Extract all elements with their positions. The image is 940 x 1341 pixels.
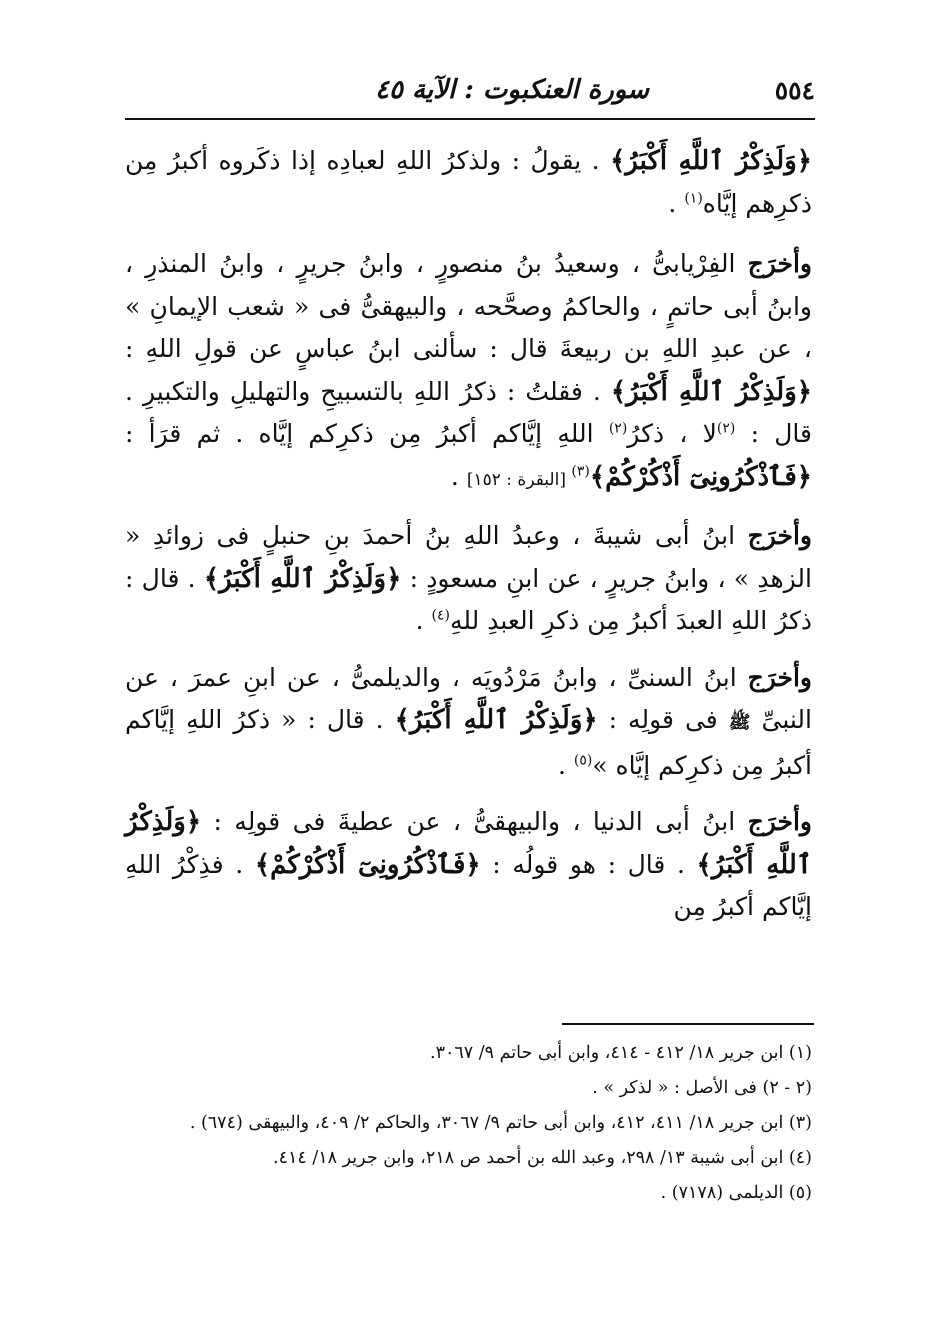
main-text (125, 140, 812, 943)
paragraph-text: فى قولِه : (597, 705, 729, 734)
quran-verse: ﴿وَلَذِكْرُ ٱللَّهِ أَكْبَرُ﴾ (394, 705, 598, 735)
page-number: ٥٥٤ (774, 75, 815, 105)
paragraph-text: . فقلتُ : ذكرُ اللهِ بالتسبيحِ والتهليلِ والتكبيرِ . قال : (125, 376, 812, 448)
footnote-ref: (٤) (431, 607, 450, 624)
paragraph-text: لا ، ذكرُ (627, 419, 717, 448)
quran-verse: ﴿وَلَذِكْرُ ٱللَّهِ أَكْبَرُ﴾ (125, 807, 812, 880)
running-title: سورة العنكبوت : الآية ٤٥ (375, 75, 650, 105)
quran-verse: ﴿وَلَذِكْرُ ٱللَّهِ أَكْبَرُ﴾ (610, 146, 812, 176)
paragraph-lead: وأخرَج (747, 521, 812, 550)
footnote: (١) ابن جرير ١٨/ ٤١٢ - ٤١٤، وابن أبى حاتم ٩/ ٣٠٦٧. (430, 1043, 812, 1063)
footnotes (125, 1036, 812, 1211)
paragraph-1 (125, 140, 812, 225)
quran-verse: ﴿وَلَذِكْرُ ٱللَّهِ أَكْبَرُ﴾ (610, 376, 813, 407)
footnote-ref: (٢) (608, 420, 628, 437)
footnote-ref: (٢) (716, 420, 736, 437)
paragraph-lead: وأخرَج (747, 249, 812, 278)
quran-verse: ﴿فَٱذْكُرُونِىٓ أَذْكُرْكُمْ﴾ (589, 461, 812, 492)
quran-reference: [البقرة : ١٥٢] (466, 469, 572, 490)
paragraph-text: الفِرْيابىُّ ، وسعيدُ بنُ منصورٍ ، وابنُ جريرٍ ، وابنُ المنذرِ ، وابنُ أبى حاتمٍ ، والحاكمُ وصحَّحه ، والبيهقىُّ فى « شعب الإيمانِ » ، عن عبدِ اللهِ بن ربيعةَ قال : سألنى ابنُ عباسٍ عن قولِ اللهِ : (125, 249, 812, 363)
footnote-ref: (٣) (571, 463, 590, 480)
paragraph-text: . (668, 188, 685, 218)
quran-verse: ﴿فَٱذْكُرُونِىٓ أَذْكُرْكُمْ﴾ (254, 849, 481, 880)
paragraph-text: . فذِكْرُ اللهِ إيَّاكم أكبرُ مِن (125, 849, 812, 921)
paragraph-text: اللهِ إيَّاكم أكبرُ مِن ذكرِكم إيَّاه . ثم قرَأ : (125, 419, 609, 448)
paragraph-text: ابنُ أبى الدنيا ، والبيهقىُّ ، عن عطيةَ فى قولِه : (201, 807, 748, 836)
footnote-ref: (٥) (573, 752, 593, 769)
paragraph-lead: وأخرَج (747, 662, 812, 692)
footnote: (٣) ابن جرير ١٨/ ٤١١، ٤١٢، وابن أبى حاتم ٩/ ٣٠٦٧، والحاكم ٢/ ٤٠٩، والبيهقى (٦٧٤) . (189, 1113, 812, 1133)
header-rule (125, 118, 815, 120)
quran-verse: ﴿وَلَذِكْرُ ٱللَّهِ أَكْبَرُ﴾ (203, 563, 402, 594)
paragraph-lead: وأخرَج (747, 807, 812, 836)
paragraph-text: . (450, 461, 467, 491)
paragraph-text: . يقولُ : ولذكرُ اللهِ لعبادِه إذا ذكَروه أكبرُ مِن ذكرِهم إيَّاه (125, 146, 812, 218)
paragraph-5 (125, 801, 812, 929)
footnote: (٢ - ٢) فى الأصل : « لذكر » . (592, 1078, 812, 1098)
paragraph-text: . قال : هو قولُه : (480, 849, 697, 879)
paragraph-text: . (557, 750, 574, 780)
paragraph-text: ابنُ أبى شيبةَ ، وعبدُ اللهِ بنُ أحمدَ بنِ حنبلٍ فى زوائدِ « الزهدِ » ، وابنُ جريرٍ ، عن ابنِ مسعودٍ : (125, 521, 812, 593)
paragraph-2 (125, 243, 812, 501)
paragraph-3 (125, 515, 812, 643)
page-header (125, 66, 815, 114)
footnote-rule (562, 1023, 814, 1025)
paragraph-text: . قال : ذكرُ اللهِ العبدَ أكبرُ مِن ذكرِ العبدِ للهِ (125, 563, 812, 635)
paragraph-text: ابنُ السنىِّ ، وابنُ مَرْدُويَه ، والديلمىُّ ، عن ابنِ عمرَ ، عن النبىِّ (125, 662, 812, 734)
paragraph-text: . (415, 606, 432, 635)
paragraph-text: . قال : « ذكرُ اللهِ إيَّاكم أكبرُ مِن ذكرِكم إيَّاه » (125, 705, 812, 780)
footnote: (٤) ابن أبى شيبة ١٣/ ٢٩٨، وعبد الله بن أحمد ص ٢١٨، وابن جرير ١٨/ ٤١٤. (273, 1148, 812, 1168)
salla-ligature: ﷺ (728, 712, 751, 733)
footnote-ref: (١) (684, 190, 703, 207)
paragraph-4 (125, 657, 812, 788)
footnote: (٥) الديلمى (٧١٧٨) . (660, 1183, 812, 1203)
